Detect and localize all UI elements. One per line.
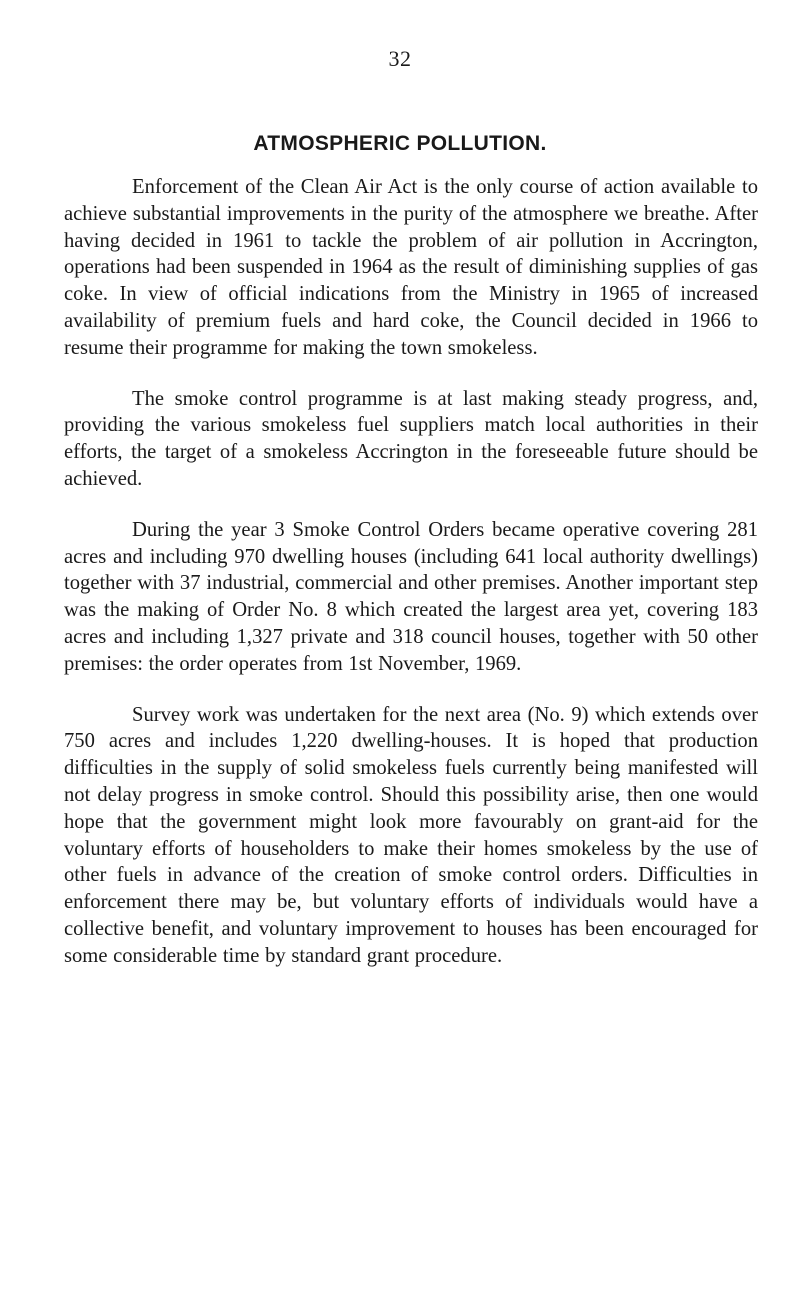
paragraph-programme-progress: The smoke control programme is at last making steady progress, and, providing the various smokeless fuel suppliers match local authorities in their efforts, the target of a smokeless Accrington in the foreseeable future should be achieved. bbox=[64, 387, 758, 490]
paragraph-survey-work: Survey work was undertaken for the next area (No. 9) which extends over 750 acres and includes 1,220 dwelling-houses. It is hoped that production difficulties in the supply of solid smokeless fuels currently being manifested will not delay progress in smoke control. Should this possibility arise, then one would hope that the government might look more favourably on grant-aid for the voluntary efforts of householders to make their homes smokeless by the use of other fuels in advance of the creation of smoke control orders. Difficulties in enforcement there may be, but voluntary efforts of individuals would have a collective benefit, and voluntary improvement to houses has been encouraged for some considerable time by standard grant procedure. bbox=[64, 703, 758, 967]
body-text bbox=[64, 174, 758, 994]
page-number: 32 bbox=[388, 46, 412, 71]
paragraph-smoke-control-orders: During the year 3 Smoke Control Orders became operative covering 281 acres and including 970 dwelling houses (including 641 local authority dwellings) together with 37 industrial, commercial and other premises. Another important step was the making of Order No. 8 which created the largest area yet, covering 183 acres and including 1,327 private and 318 council houses, together with 50 other premises: the order operates from 1st November, 1969. bbox=[64, 518, 758, 675]
paragraph-enforcement: Enforcement of the Clean Air Act is the only course of action available to achieve substantial improvements in the purity of the atmosphere we breathe. After having decided in 1961 to tackle the problem of air pollution in Accrington, operations had been suspended in 1964 as the result of diminishing supplies of gas coke. In view of official indications from the Ministry in 1965 of increased availability of premium fuels and hard coke, the Council decided in 1966 to resume their programme for making the town smokeless. bbox=[64, 176, 758, 359]
section-title: ATMOSPHERIC POLLUTION. bbox=[253, 132, 547, 155]
